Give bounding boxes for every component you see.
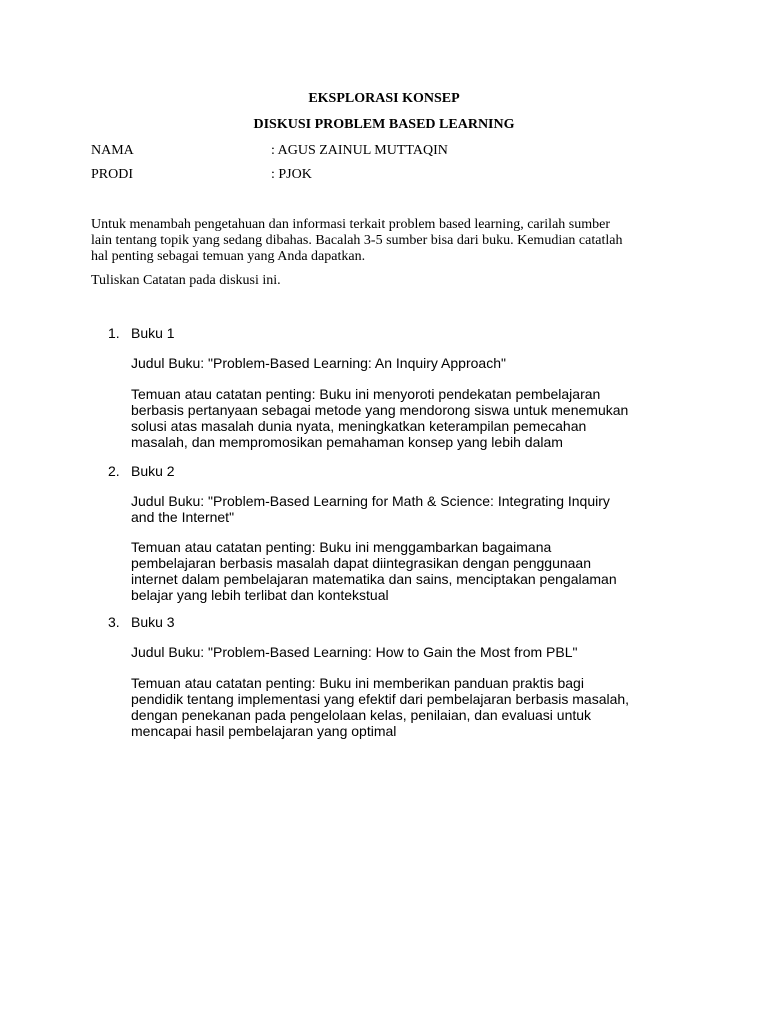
finding-line: Temuan atau catatan penting: Buku ini menggambarkan bagaimana [131,539,552,555]
instructions-line: hal penting sebagai temuan yang Anda dapatkan. [91,249,366,264]
item-number: 2. [108,463,120,479]
book-title-line: Judul Buku: "Problem-Based Learning for Math & Science: Integrating Inquiry [131,493,610,509]
instructions-paragraph [91,217,691,265]
book-title-line: Judul Buku: "Problem-Based Learning: An Inquiry Approach" [131,355,506,371]
document-title: EKSPLORASI KONSEP [308,91,460,106]
item-heading: Buku 2 [131,463,175,479]
finding-line: pembelajaran berbasis masalah dapat diintegrasikan dengan penggunaan [131,555,592,571]
item-findings [131,539,691,603]
name-value: : AGUS ZAINUL MUTTAQIN [271,143,448,158]
instructions-line: lain tentang topik yang sedang dibahas. Bacalah 3-5 sumber bisa dari buku. Kemudian catatlah [91,233,623,248]
finding-line: solusi atas masalah dunia nyata, meningkatkan keterampilan pemecahan [131,418,587,434]
finding-line: belajar yang lebih terlibat dan kontekstual [131,587,389,603]
finding-line: Temuan atau catatan penting: Buku ini menyoroti pendekatan pembelajaran [131,386,601,402]
finding-line: internet dalam pembelajaran matematika dan sains, menciptakan pengalaman [131,571,617,587]
item-findings [131,675,691,739]
item-heading: Buku 1 [131,325,175,341]
document-subtitle: DISKUSI PROBLEM BASED LEARNING [253,117,515,132]
book-title-line: Judul Buku: "Problem-Based Learning: How to Gain the Most from PBL" [131,644,578,660]
finding-line: Temuan atau catatan penting: Buku ini memberikan panduan praktis bagi [131,675,584,691]
item-heading: Buku 3 [131,614,175,630]
finding-line: pendidik tentang implementasi yang efektif dari pembelajaran berbasis masalah, [131,691,630,707]
item-book-title [131,493,691,525]
instructions-note: Tuliskan Catatan pada diskusi ini. [91,273,281,288]
finding-line: dengan penekanan pada pengelolaan kelas, penilaian, dan evaluasi untuk [131,707,592,723]
item-book-title [131,355,691,371]
instructions-line: Untuk menambah pengetahuan dan informasi terkait problem based learning, carilah sumber [91,217,610,232]
name-label: NAMA [91,143,134,158]
finding-line: mencapai hasil pembelajaran yang optimal [131,723,397,739]
finding-line: masalah, dan mempromosikan pemahaman konsep yang lebih dalam [131,434,563,450]
item-number: 1. [108,325,120,341]
prodi-label: PRODI [91,167,134,182]
item-findings [131,386,691,450]
finding-line: berbasis pertanyaan sebagai metode yang mendorong siswa untuk menemukan [131,402,629,418]
item-number: 3. [108,614,120,630]
book-title-line: and the Internet" [131,509,235,525]
item-book-title [131,644,691,660]
prodi-value: : PJOK [271,167,312,182]
